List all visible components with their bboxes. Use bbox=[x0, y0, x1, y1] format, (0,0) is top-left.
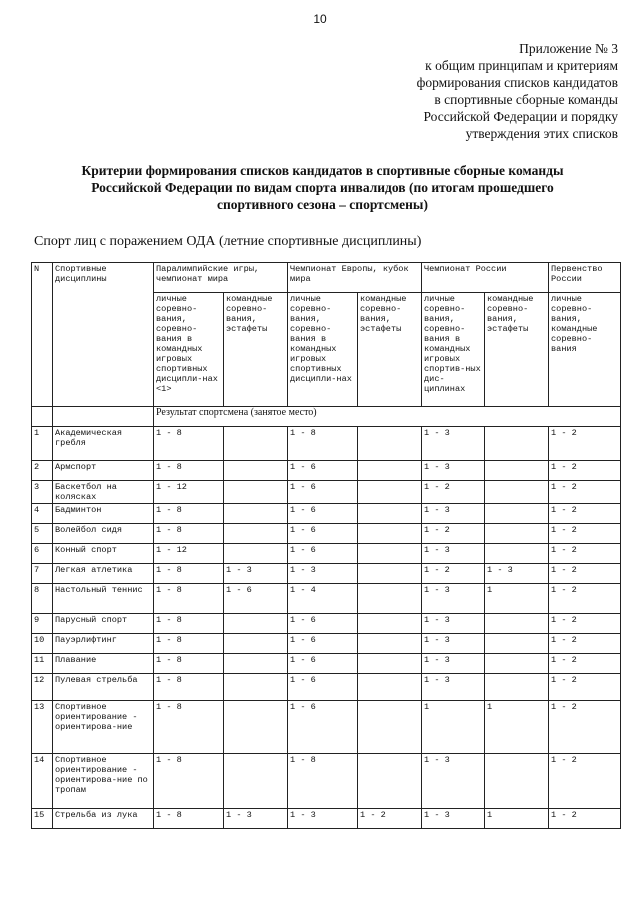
row-europe-team bbox=[358, 674, 422, 701]
row-europe-personal: 1 - 8 bbox=[288, 754, 358, 809]
row-europe-personal: 1 - 6 bbox=[288, 461, 358, 481]
row-russia-first: 1 - 2 bbox=[549, 584, 621, 614]
row-europe-personal: 1 - 3 bbox=[288, 564, 358, 584]
table-row bbox=[32, 701, 621, 754]
row-russia-team bbox=[485, 427, 549, 461]
table-row bbox=[32, 654, 621, 674]
row-europe-team bbox=[358, 461, 422, 481]
row-para-team bbox=[224, 634, 288, 654]
row-number: 4 bbox=[32, 504, 53, 524]
row-number: 13 bbox=[32, 701, 53, 754]
row-para-team: 1 - 6 bbox=[224, 584, 288, 614]
row-europe-personal: 1 - 6 bbox=[288, 524, 358, 544]
row-russia-personal: 1 - 3 bbox=[422, 461, 485, 481]
row-russia-first: 1 - 2 bbox=[549, 754, 621, 809]
row-europe-personal: 1 - 6 bbox=[288, 701, 358, 754]
row-discipline: Бадминтон bbox=[53, 504, 154, 524]
subheader-first-all: личные соревно-вания, командные соревно-вания bbox=[549, 293, 621, 407]
row-para-personal: 1 - 8 bbox=[154, 461, 224, 481]
row-discipline: Баскетбол на колясках bbox=[53, 481, 154, 504]
row-number: 14 bbox=[32, 754, 53, 809]
row-russia-team bbox=[485, 504, 549, 524]
row-number: 15 bbox=[32, 809, 53, 829]
row-russia-team bbox=[485, 481, 549, 504]
row-europe-team bbox=[358, 427, 422, 461]
row-europe-personal: 1 - 6 bbox=[288, 614, 358, 634]
row-number: 1 bbox=[32, 427, 53, 461]
row-russia-team bbox=[485, 674, 549, 701]
title-line: спортивного сезона – спортсмены) bbox=[217, 197, 428, 212]
header-russia-championship: Чемпионат России bbox=[422, 263, 549, 293]
row-discipline: Плавание bbox=[53, 654, 154, 674]
appendix-line: Российской Федерации и порядку bbox=[423, 109, 618, 124]
row-russia-first: 1 - 2 bbox=[549, 544, 621, 564]
row-discipline: Спортивное ориентирование - ориентирова-ние по тропам bbox=[53, 754, 154, 809]
row-number: 5 bbox=[32, 524, 53, 544]
header-russia-first: Первенство России bbox=[549, 263, 621, 293]
row-russia-first: 1 - 2 bbox=[549, 461, 621, 481]
row-europe-personal: 1 - 6 bbox=[288, 674, 358, 701]
row-russia-personal: 1 - 3 bbox=[422, 614, 485, 634]
row-para-personal: 1 - 8 bbox=[154, 654, 224, 674]
row-europe-personal: 1 - 6 bbox=[288, 634, 358, 654]
table-row bbox=[32, 427, 621, 461]
row-russia-personal: 1 - 3 bbox=[422, 427, 485, 461]
row-russia-first: 1 - 2 bbox=[549, 654, 621, 674]
row-russia-first: 1 - 2 bbox=[549, 674, 621, 701]
table-row bbox=[32, 754, 621, 809]
row-para-personal: 1 - 8 bbox=[154, 564, 224, 584]
subheader-para-team: командные соревно-вания, эстафеты bbox=[224, 293, 288, 407]
row-para-team bbox=[224, 481, 288, 504]
page-number: 10 bbox=[313, 12, 327, 26]
row-europe-team bbox=[358, 634, 422, 654]
row-russia-personal: 1 - 3 bbox=[422, 674, 485, 701]
row-para-personal: 1 - 8 bbox=[154, 809, 224, 829]
appendix-line: утверждения этих списков bbox=[465, 126, 618, 141]
row-russia-personal: 1 - 3 bbox=[422, 809, 485, 829]
row-russia-team: 1 - 3 bbox=[485, 564, 549, 584]
appendix-line: в спортивные сборные команды bbox=[434, 92, 618, 107]
row-europe-personal: 1 - 3 bbox=[288, 809, 358, 829]
row-para-team bbox=[224, 504, 288, 524]
row-russia-personal: 1 - 3 bbox=[422, 654, 485, 674]
table-row bbox=[32, 584, 621, 614]
row-europe-personal: 1 - 6 bbox=[288, 504, 358, 524]
row-russia-first: 1 - 2 bbox=[549, 564, 621, 584]
row-europe-team bbox=[358, 701, 422, 754]
row-para-team bbox=[224, 614, 288, 634]
row-number: 2 bbox=[32, 461, 53, 481]
row-russia-team bbox=[485, 634, 549, 654]
criteria-table bbox=[31, 262, 621, 829]
row-russia-first: 1 - 2 bbox=[549, 481, 621, 504]
row-russia-personal: 1 - 2 bbox=[422, 524, 485, 544]
subheader-para-personal: личные соревно-вания, соревно-вания в командных игровых спортивных дисципли-нах <1> bbox=[154, 293, 224, 407]
row-russia-personal: 1 - 2 bbox=[422, 564, 485, 584]
row-russia-team: 1 bbox=[485, 701, 549, 754]
appendix-line: Приложение № 3 bbox=[519, 41, 618, 56]
row-europe-personal: 1 - 8 bbox=[288, 427, 358, 461]
row-para-team bbox=[224, 674, 288, 701]
row-number: 3 bbox=[32, 481, 53, 504]
row-russia-team bbox=[485, 524, 549, 544]
row-russia-team bbox=[485, 614, 549, 634]
table-row bbox=[32, 674, 621, 701]
row-para-team: 1 - 3 bbox=[224, 564, 288, 584]
table-row bbox=[32, 614, 621, 634]
table-row bbox=[32, 524, 621, 544]
table-row bbox=[32, 564, 621, 584]
row-russia-personal: 1 - 3 bbox=[422, 634, 485, 654]
appendix-line: к общим принципам и критериям bbox=[425, 58, 618, 73]
row-russia-team bbox=[485, 754, 549, 809]
row-discipline: Легкая атлетика bbox=[53, 564, 154, 584]
row-para-team bbox=[224, 701, 288, 754]
row-europe-personal: 1 - 4 bbox=[288, 584, 358, 614]
row-para-personal: 1 - 8 bbox=[154, 504, 224, 524]
row-number: 10 bbox=[32, 634, 53, 654]
title-line: Российской Федерации по видам спорта инвалидов (по итогам прошедшего bbox=[91, 180, 554, 195]
row-discipline: Волейбол сидя bbox=[53, 524, 154, 544]
row-russia-personal: 1 - 3 bbox=[422, 754, 485, 809]
row-europe-team bbox=[358, 544, 422, 564]
header-europe: Чемпионат Европы, кубок мира bbox=[288, 263, 422, 293]
row-europe-personal: 1 - 6 bbox=[288, 654, 358, 674]
row-russia-first: 1 - 2 bbox=[549, 634, 621, 654]
row-para-personal: 1 - 8 bbox=[154, 524, 224, 544]
row-europe-team: 1 - 2 bbox=[358, 809, 422, 829]
row-europe-team bbox=[358, 504, 422, 524]
section-heading: Спорт лиц с поражением ОДА (летние спортивные дисциплины) bbox=[34, 234, 422, 249]
table-row bbox=[32, 809, 621, 829]
header-discipline: Спортивные дисциплины bbox=[53, 263, 154, 407]
row-para-personal: 1 - 8 bbox=[154, 634, 224, 654]
header-num: N bbox=[32, 263, 53, 407]
row-para-personal: 1 - 8 bbox=[154, 584, 224, 614]
row-para-personal: 1 - 8 bbox=[154, 754, 224, 809]
row-europe-team bbox=[358, 584, 422, 614]
row-russia-personal: 1 bbox=[422, 701, 485, 754]
row-europe-team bbox=[358, 754, 422, 809]
subheader-europe-personal: личные соревно-вания, соревно-вания в командных игровых спортивных дисципли-нах bbox=[288, 293, 358, 407]
row-russia-first: 1 - 2 bbox=[549, 614, 621, 634]
row-para-team bbox=[224, 544, 288, 564]
row-number: 8 bbox=[32, 584, 53, 614]
row-discipline: Академическая гребля bbox=[53, 427, 154, 461]
row-europe-team bbox=[358, 654, 422, 674]
row-russia-personal: 1 - 3 bbox=[422, 584, 485, 614]
row-russia-first: 1 - 2 bbox=[549, 701, 621, 754]
row-number: 12 bbox=[32, 674, 53, 701]
row-europe-team bbox=[358, 564, 422, 584]
row-para-team bbox=[224, 654, 288, 674]
result-spacer-num bbox=[32, 407, 53, 427]
table-row bbox=[32, 461, 621, 481]
row-para-team: 1 - 3 bbox=[224, 809, 288, 829]
row-discipline: Настольный теннис bbox=[53, 584, 154, 614]
row-discipline: Спортивное ориентирование - ориентирова-ние bbox=[53, 701, 154, 754]
row-russia-personal: 1 - 2 bbox=[422, 481, 485, 504]
row-para-personal: 1 - 12 bbox=[154, 544, 224, 564]
table-row bbox=[32, 634, 621, 654]
appendix-line: формирования списков кандидатов bbox=[416, 75, 618, 90]
row-discipline: Армспорт bbox=[53, 461, 154, 481]
row-para-team bbox=[224, 427, 288, 461]
row-russia-first: 1 - 2 bbox=[549, 427, 621, 461]
row-europe-personal: 1 - 6 bbox=[288, 544, 358, 564]
row-russia-team bbox=[485, 544, 549, 564]
document-title bbox=[40, 162, 605, 213]
row-russia-first: 1 - 2 bbox=[549, 504, 621, 524]
row-discipline: Стрельба из лука bbox=[53, 809, 154, 829]
title-line: Критерии формирования списков кандидатов в спортивные сборные команды bbox=[81, 163, 564, 178]
subheader-europe-team: командные соревно-вания, эстафеты bbox=[358, 293, 422, 407]
row-para-personal: 1 - 8 bbox=[154, 614, 224, 634]
table-row bbox=[32, 544, 621, 564]
row-russia-first: 1 - 2 bbox=[549, 809, 621, 829]
row-number: 9 bbox=[32, 614, 53, 634]
row-discipline: Конный спорт bbox=[53, 544, 154, 564]
row-para-team bbox=[224, 754, 288, 809]
appendix-block bbox=[417, 40, 618, 142]
row-europe-team bbox=[358, 481, 422, 504]
subheader-russia-personal: личные соревно-вания, соревно-вания в командных игровых спортив-ных дис-циплинах bbox=[422, 293, 485, 407]
row-para-personal: 1 - 8 bbox=[154, 427, 224, 461]
result-label: Результат спортсмена (занятое место) bbox=[154, 407, 621, 427]
row-para-team bbox=[224, 461, 288, 481]
result-spacer-name bbox=[53, 407, 154, 427]
row-russia-personal: 1 - 3 bbox=[422, 504, 485, 524]
row-russia-team bbox=[485, 461, 549, 481]
table-row bbox=[32, 504, 621, 524]
row-number: 7 bbox=[32, 564, 53, 584]
row-europe-team bbox=[358, 614, 422, 634]
row-number: 6 bbox=[32, 544, 53, 564]
row-para-personal: 1 - 12 bbox=[154, 481, 224, 504]
row-para-personal: 1 - 8 bbox=[154, 701, 224, 754]
row-russia-team: 1 bbox=[485, 584, 549, 614]
row-russia-personal: 1 - 3 bbox=[422, 544, 485, 564]
row-number: 11 bbox=[32, 654, 53, 674]
row-discipline: Пулевая стрельба bbox=[53, 674, 154, 701]
row-europe-team bbox=[358, 524, 422, 544]
row-discipline: Парусный спорт bbox=[53, 614, 154, 634]
row-para-personal: 1 - 8 bbox=[154, 674, 224, 701]
table-row bbox=[32, 481, 621, 504]
row-discipline: Пауэрлифтинг bbox=[53, 634, 154, 654]
row-europe-personal: 1 - 6 bbox=[288, 481, 358, 504]
row-russia-team bbox=[485, 654, 549, 674]
subheader-russia-team: командные соревно-вания, эстафеты bbox=[485, 293, 549, 407]
row-russia-first: 1 - 2 bbox=[549, 524, 621, 544]
row-para-team bbox=[224, 524, 288, 544]
header-paralympic: Паралимпийские игры, чемпионат мира bbox=[154, 263, 288, 293]
row-russia-team: 1 bbox=[485, 809, 549, 829]
